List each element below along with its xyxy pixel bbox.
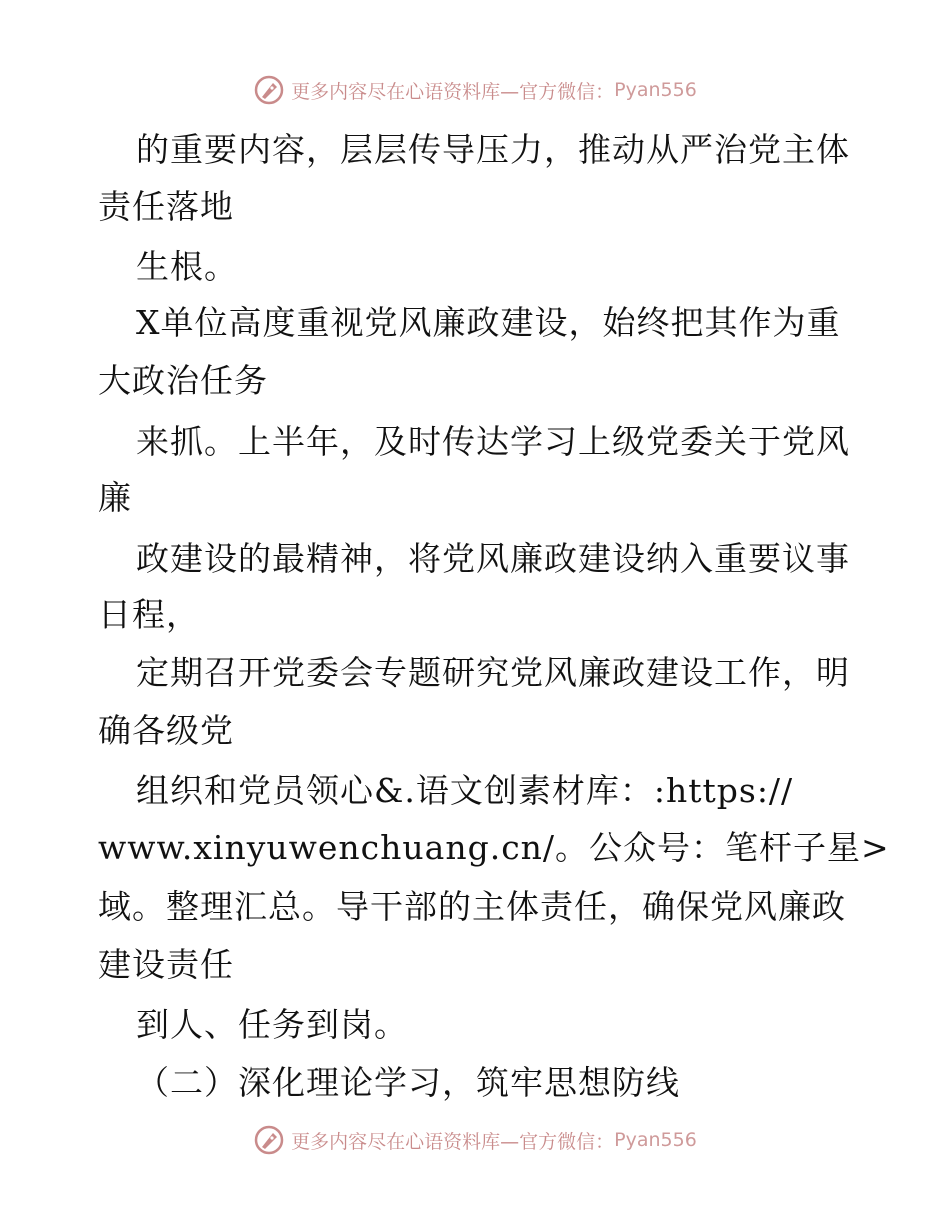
header-watermark-banner	[0, 72, 950, 108]
text-line: 到人、任务到岗。	[136, 1005, 408, 1044]
text-line: 建设责任	[98, 945, 234, 984]
text-line: 廉	[98, 478, 132, 517]
text-line: 组织和党员领心&.语文创素材库：:https://	[136, 771, 794, 810]
banner-wechat-id: Pyan556	[614, 1129, 697, 1151]
text-line: 大政治任务	[98, 361, 268, 400]
pen-nib-logo-icon	[253, 1124, 285, 1156]
text-line: 日程，	[98, 595, 200, 634]
text-line: 生根。	[136, 247, 238, 286]
text-line: X单位高度重视党风廉政建设，始终把其作为重	[136, 303, 841, 342]
text-line: www.xinyuwenchuang.cn/。公众号：笔杆子星>	[98, 828, 890, 867]
text-line: 域。整理汇总。导干部的主体责任，确保党风廉政	[98, 887, 846, 926]
banner-text: 更多内容尽在心语资料库—官方微信：	[291, 1130, 615, 1153]
text-line: 的重要内容，层层传导压力，推动从严治党主体	[136, 130, 850, 169]
text-line: 定期召开党委会专题研究党风廉政建设工作，明	[136, 653, 850, 692]
text-line: 责任落地	[98, 187, 234, 226]
footer-watermark-banner	[0, 1122, 950, 1158]
text-line: 确各级党	[98, 711, 234, 750]
text-line: 来抓。上半年，及时传达学习上级党委关于党风	[136, 422, 850, 461]
text-line: 政建设的最精神，将党风廉政建设纳入重要议事	[136, 539, 850, 578]
pen-nib-logo-icon	[253, 74, 285, 106]
document-body	[0, 118, 950, 1118]
banner-text: 更多内容尽在心语资料库—官方微信：	[291, 80, 615, 103]
section-heading: （二）深化理论学习，筑牢思想防线	[136, 1063, 680, 1102]
banner-wechat-id: Pyan556	[614, 79, 697, 101]
